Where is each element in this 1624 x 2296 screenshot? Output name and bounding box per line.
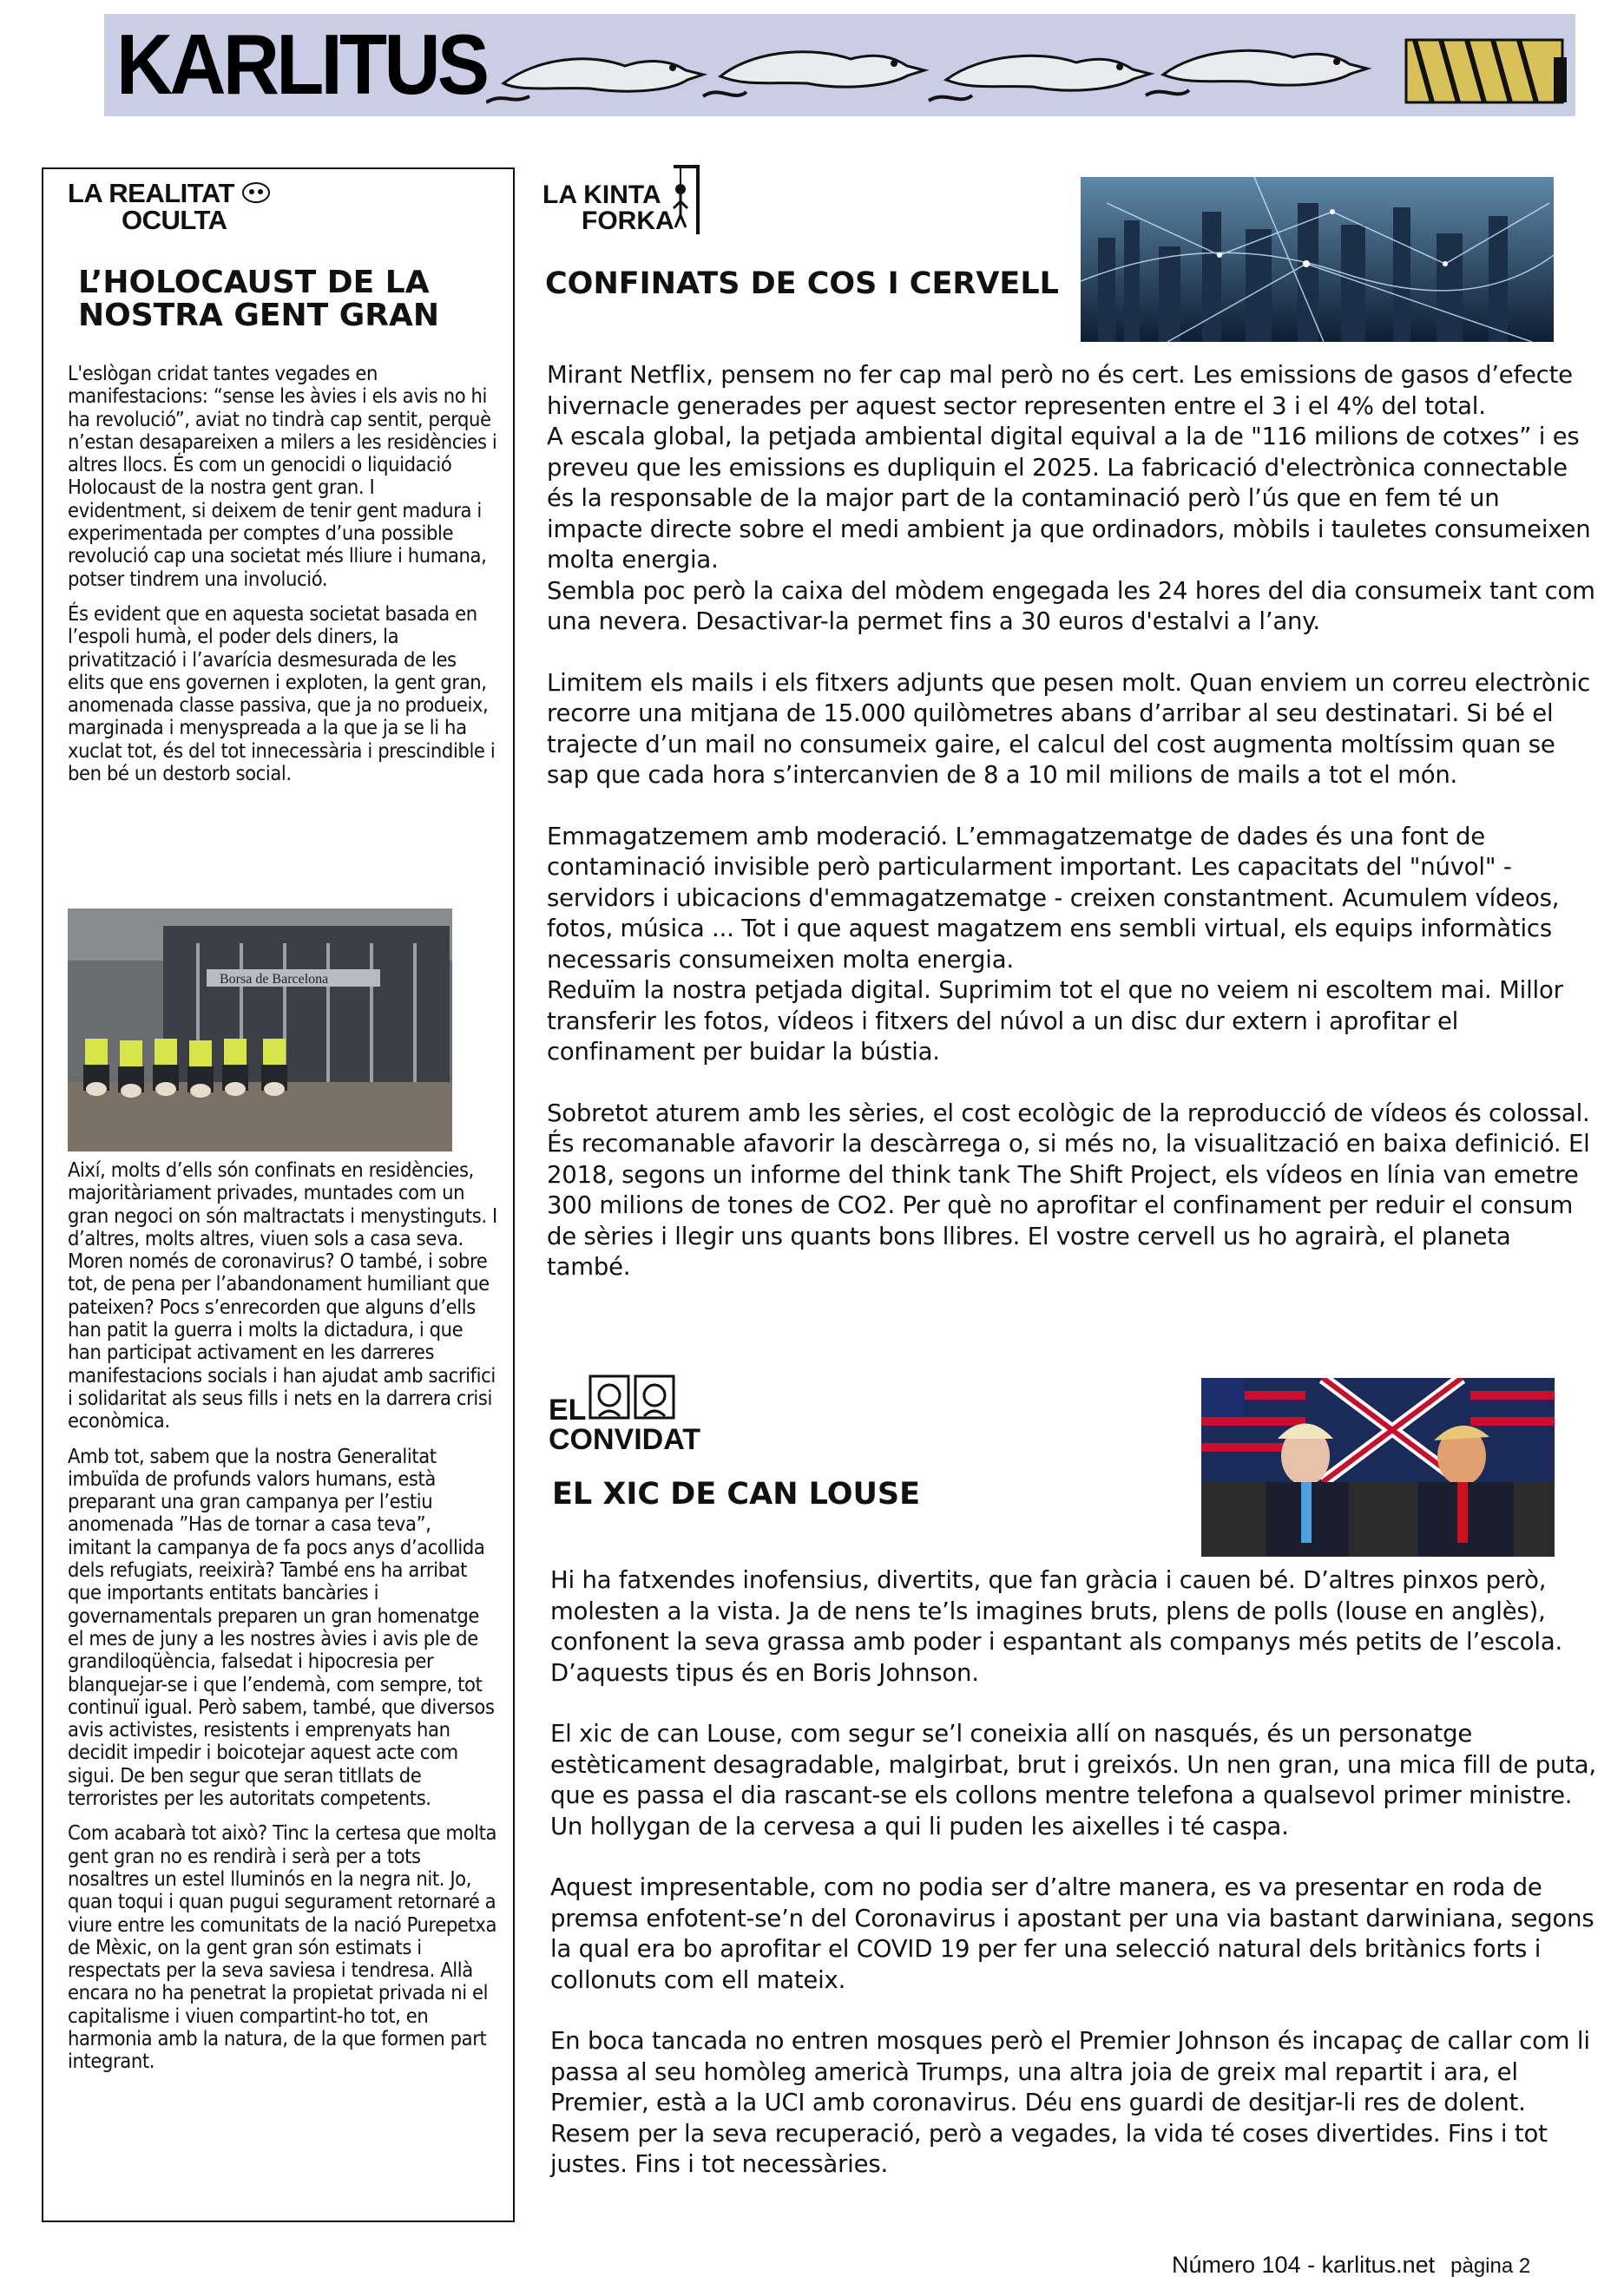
- left-paragraph: Com acabarà tot això? Tinc la certesa que molta gent gran no es rendirà i serà per a tots nosaltres un estel lluminós en la negra nit. Jo, quan toqui i quan pugui segurament retornaré a viure entre les comunitats de la nació Purepetxa de Mèxic, on la gent gran són estimats i respectats per la seva saviesa i tendresa. Allà encara no ha penetrat la propietat privada ni el capitalisme i viuen compartint-ho tot, en harmonia amb la natura, de la que formen part integrant.: [68, 1820, 497, 2074]
- article1-paragraph: Sembla poc però la caixa del mòdem engegada les 24 hores del dia consumeix tant com una nevera. Desactivar-la permet fins a 30 euros d'estalvi a l’any.: [547, 576, 1595, 635]
- left-article-part1: [68, 362, 497, 797]
- section-logo-line1: EL: [549, 1394, 587, 1427]
- cloud-skull-icon: [241, 180, 271, 204]
- footer-issue: Número 104 - karlitus.net: [1172, 2252, 1436, 2278]
- article1-paragraph: Mirant Netflix, pensem no fer cap mal però no és cert. Les emissions de gasos d’efecte hivernacle generades per aquest sector representen entre el 3 i el 4% del total.: [547, 361, 1573, 420]
- page-footer: [1172, 2252, 1597, 2279]
- section-logo-line1: LA KINTA: [542, 180, 661, 209]
- section-logo-line2: CONVIDAT: [549, 1423, 701, 1456]
- photo-sign-text: Borsa de Barcelona: [220, 972, 329, 987]
- left-headline: [78, 266, 439, 332]
- left-paragraph: Amb tot, sabem que la nostra Generalitat imbuïda de profunds valors humans, està preparant una gran campanya per l’estiu anomenada ”Has de tornar a casa teva”, imitant la campanya de fa pocs anys d’acollida dels refugiats, reeixirà? També ens ha arribat que importants entitats bancàries i governamentals preparen un gran homenatge el mes de juny a les nostres àvies i avis ple de grandiloqüència, falsedat i hipocresia per blanquejar-se i que l’endemà, com sempre, tot continuï igual. Però sabem, també, que diversos avis activistes, resistents i emprenyats han decidit impedir i boicotejar aquest acte com sigui. De ben segur que seran titllats de terroristes per les autoritats competents.: [68, 1443, 495, 1811]
- section-logo-line2: FORKA: [582, 207, 674, 235]
- left-paragraph: És evident que en aquesta societat basada en l’espoli humà, el poder dels diners, la privatització i l’avarícia desmesurada de les elits que ens governen i exploten, la gent gran, anomenada classe passiva, que ja no produeix, marginada i menyspreada a la que ja se li ha xuclat tot, és del tot innecessària i prescindible i ben bé un destorb social.: [68, 600, 496, 786]
- rats-illustration: [486, 23, 1571, 109]
- article1-paragraph: Limitem els mails i els fitxers adjunts que pesen molt. Quan enviem un correu electrònic recorre una mitjana de 15.000 quilòmetres abans d’arribar al seu destinatari. Si bé el trajecte d’un mail no consumeix gaire, el calcul del cost augmenta moltíssim quan se sap que cada hora s’intercanvien de 8 a 10 mil milions de mails a tot el món.: [547, 668, 1591, 789]
- article1-paragraph: A escala global, la petjada ambiental digital equival a la de "116 milions de cotxes” i es preveu que les emissions es dupliquin el 2025. La fabricació d'electrònica connectable és la responsable de la major part de la contaminació però l’ús que en fem té un impacte directe sobre el medi ambient ja que ordinadors, mòbils i tauletes consumeixen molta energia.: [547, 423, 1591, 574]
- article1-body: [547, 360, 1597, 1283]
- article2-paragraph: El xic de can Louse, com segur se’l coneixia allí on nasqués, és un personatge estèticament desagradable, malgirbat, brut i greixós. Un nen gran, una mica fill de puta, que es passa el dia rascant-se els collons mentre telefona a qualsevol primer ministre. Un hollygan de la cervesa a qui li puden les aixelles i té caspa.: [550, 1720, 1596, 1840]
- left-article-part2: [68, 1158, 497, 2085]
- article1-paragraph: Emmagatzemem amb moderació. L’emmagatzematge de dades és una font de contaminació invisible però particularment important. Les capacitats del "núvol" - servidors i ubicacions d'emmagatzematge - creixen constantment. Acumulem vídeos, fotos, música ... Tot i que aquest magatzem ens sembli virtual, els equips informàtics necessaris consumeixen molta energia.: [547, 822, 1560, 974]
- section-logo-line2: OCULTA: [122, 205, 227, 235]
- two-faces-icon: [588, 1373, 675, 1421]
- left-headline-line1: L’HOLOCAUST DE LA: [78, 265, 430, 300]
- left-paragraph: Així, molts d’ells són confinats en residències, majoritàriament privades, muntades com un gran negoci on són maltractats i menystinguts. I d’altres, molts altres, viuen sols a casa seva. Moren només de coronavirus? O també, i sobre tot, de pena per l’abandonament humiliant que pateixen? Pocs s’enrecorden que alguns d’ells han patit la guerra i molts la dictadura, i que han participat activament en les darreres manifestacions socials i han ajudat amb sacrifici i solidaritat als seus fills i nets en la darrera crisi econòmica.: [68, 1158, 497, 1433]
- gallows-icon: [668, 163, 705, 236]
- article2-paragraph: Hi ha fatxendes inofensius, divertits, que fan gràcia i cauen bé. D’altres pinxos però, molesten a la vista. Ja de nens te’ls imagines bruts, plens de polls (louse en anglès), confonent la seva grassa amb poder i espantant als companys més petits de l’escola. D’aquests tipus és en Boris Johnson.: [550, 1566, 1563, 1687]
- article1-headline: CONFINATS DE COS I CERVELL: [545, 266, 1059, 301]
- masthead-title: KARLITUS: [116, 16, 487, 112]
- left-column-box: [42, 167, 515, 2222]
- section-logo-kinta-forka: [542, 182, 674, 234]
- photo-johnson-trump: [1201, 1378, 1555, 1557]
- footer-page-number: pàgina 2: [1450, 2254, 1531, 2278]
- masthead: [104, 14, 1575, 116]
- article2-headline: EL XIC DE CAN LOUSE: [552, 1477, 921, 1512]
- article2-paragraph: En boca tancada no entren mosques però el Premier Johnson és incapaç de callar com li passa al seu homòleg americà Trumps, una altra joia de greix mal repartit i ara, el Premier, està a la UCI amb coronavirus. Déu ens guardi de desitjar-li res de dolent. Resem per la seva recuperació, però a vegades, la vida té coses divertides. Fins i tot justes. Fins i tot necessàries.: [550, 2027, 1590, 2178]
- article2-paragraph: Aquest impresentable, com no podia ser d’altre manera, es va presentar en roda de premsa enfotent-se’n del Coronavirus i apostant per una via bastant darwiniana, segons la qual era bo aprofitar el COVID 19 per fer una selecció natural dels britànics forts i collonuts com ell mateix.: [550, 1873, 1594, 1994]
- section-logo-realitat-oculta: [68, 180, 234, 233]
- left-paragraph: L'eslògan cridat tantes vegades en manifestacions: “sense les àvies i els avis no hi ha revolució”, aviat no tindrà cap sentit, perquè n’estan desapareixen a milers a les residències i altres llocs. És com un genocidi o liquidació Holocaust de la nostra gent gran. I evidentment, si deixem de tenir gent madura i experimentada per comptes d’una possible revolució cap una societat més lliure i humana, potser tindrem una involució.: [68, 361, 497, 591]
- left-headline-line2: NOSTRA GENT GRAN: [78, 298, 439, 333]
- photo-borsa-barcelona: [68, 909, 452, 1151]
- photo-city-network: [1081, 177, 1554, 342]
- section-logo-line1: LA REALITAT: [68, 178, 234, 208]
- article1-paragraph: Sobretot aturem amb les sèries, el cost ecològic de la reproducció de vídeos és colossal. És recomanable afavorir la descàrrega o, si més no, la visualització en baixa definició. El 2018, segons un informe del think tank The Shift Project, els vídeos en línia van emetre 300 milions de tones de CO2. Per què no aprofitar el confinament per reduir el consum de sèries i llegir uns quants bons llibres. El vostre cervell us ho agrairà, el planeta també.: [547, 1099, 1590, 1281]
- article1-paragraph: Reduïm la nostra petjada digital. Suprimim tot el que no veiem ni escoltem mai. Millor transferir les fotos, vídeos i fitxers del núvol a un disc dur extern i aprofitar el confinament per buidar la bústia.: [547, 976, 1563, 1066]
- article2-body: [550, 1565, 1605, 2181]
